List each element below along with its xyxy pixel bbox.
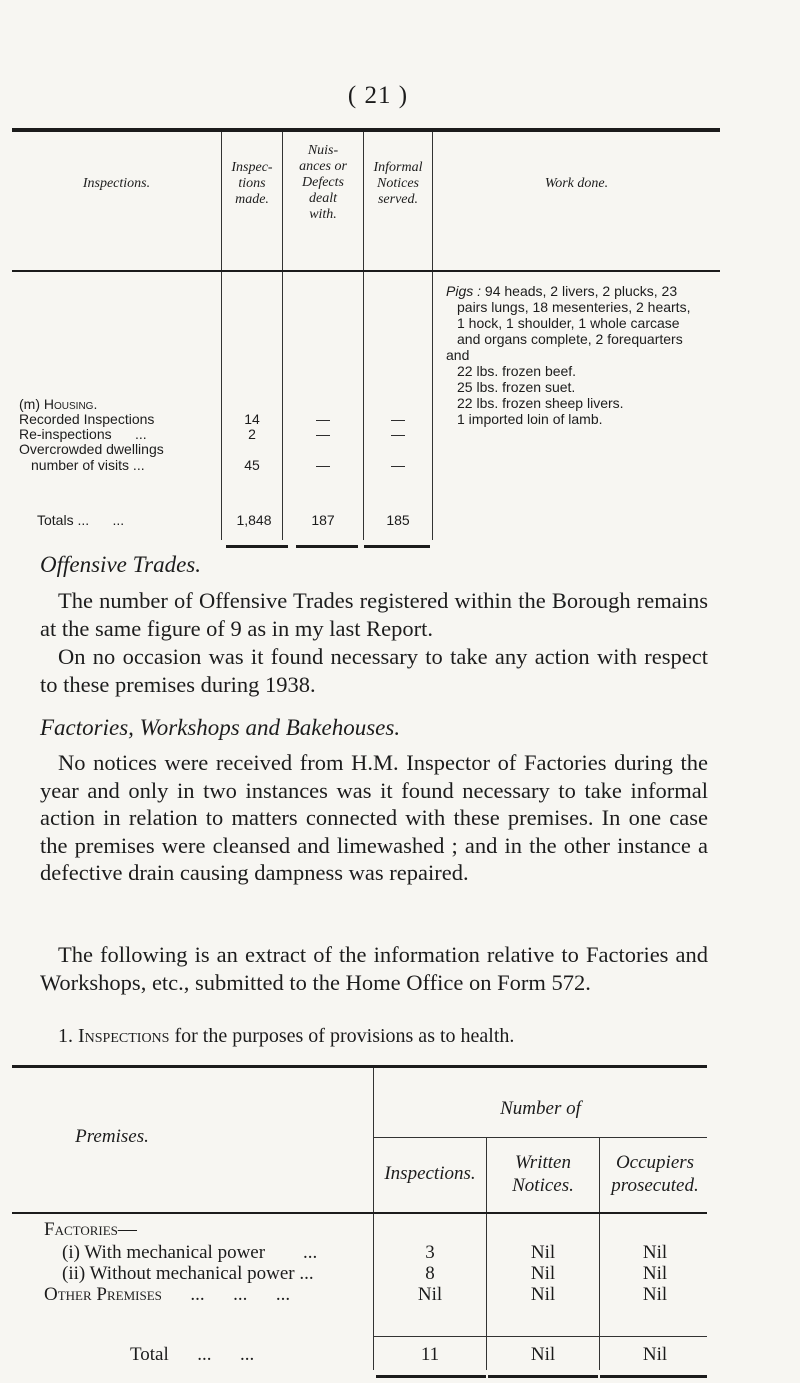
page-number: ( 21 )	[347, 82, 409, 109]
header-number-of: Number of	[500, 1098, 581, 1119]
total-made: 1,848	[236, 512, 272, 528]
row-label: Re-inspections ...	[19, 426, 147, 442]
table-top-rule	[12, 1065, 707, 1068]
row-label: Overcrowded dwellings	[19, 441, 164, 457]
totals-label: Totals ... ...	[37, 512, 125, 528]
work-line: 22 lbs. frozen sheep livers.	[457, 395, 624, 411]
header-rule	[12, 1212, 707, 1214]
total-underline	[296, 545, 358, 548]
work-line: pairs lungs, 18 mesenteries, 2 hearts,	[457, 299, 691, 315]
housing-heading: (m) Housing.	[19, 396, 98, 412]
work-line: and	[446, 347, 470, 363]
work-line: and organs complete, 2 forequarters	[457, 331, 683, 347]
cell-inspections: Nil	[417, 1284, 443, 1305]
row-label: Other Premises ... ... ...	[44, 1284, 291, 1305]
work-line: 22 lbs. frozen beef.	[457, 363, 577, 379]
header-inspections: Inspections.	[82, 176, 151, 191]
total-rule	[373, 1336, 707, 1337]
cell-inspections: 3	[425, 1242, 435, 1263]
header-premises: Premises.	[75, 1126, 149, 1147]
group-label: Factories—	[44, 1219, 137, 1240]
total-informal: 185	[386, 512, 410, 528]
total-nuisances: 187	[311, 512, 335, 528]
cell-nuisances: —	[316, 411, 330, 427]
header-inspections-made: Inspec- tions made.	[231, 160, 273, 207]
header-written-notices: Written Notices.	[512, 1152, 574, 1196]
total-underline	[226, 545, 288, 548]
total-label: Total ... ...	[130, 1344, 255, 1365]
cell-written: Nil	[530, 1263, 556, 1284]
cell-informal: —	[391, 411, 405, 427]
cell-made: 14	[244, 411, 260, 427]
total-underline	[364, 545, 430, 548]
work-line: Pigs : 94 heads, 2 livers, 2 plucks, 23	[446, 283, 678, 299]
work-line: 25 lbs. frozen suet.	[457, 379, 576, 395]
work-line: 1 imported loin of lamb.	[457, 411, 603, 427]
table-top-rule	[12, 128, 720, 132]
cell-occupiers: Nil	[642, 1284, 668, 1305]
subheader-rule	[374, 1137, 707, 1138]
row-label: (i) With mechanical power ...	[62, 1242, 318, 1263]
header-inspections: Inspections.	[384, 1163, 476, 1184]
cell-made: 2	[248, 426, 256, 442]
row-label: number of visits ...	[31, 457, 145, 473]
work-line: 1 hock, 1 shoulder, 1 whole carcase	[457, 315, 680, 331]
header-occupiers-prosecuted: Occupiers prosecuted.	[611, 1152, 699, 1196]
cell-made: 45	[244, 457, 260, 473]
total-underline	[600, 1375, 707, 1378]
list-heading: 1. Inspections for the purposes of provisions as to health.	[58, 1025, 515, 1047]
cell-nuisances: —	[316, 426, 330, 442]
paragraph: No notices were received from H.M. Inspector of Factories during the year and only in two instances was it found necessary to take informal action in relation to matters connected with these premises. In one case the premises were cleansed and limewashed ; and in the other instance a defective drain causing dampness was repaired.	[40, 750, 708, 885]
section-heading-factories: Factories, Workshops and Bakehouses.	[40, 715, 401, 740]
paragraph: On no occasion was it found necessary to take any action with respect to these premises during 1938.	[40, 644, 708, 697]
header-rule	[12, 270, 720, 272]
row-label: Recorded Inspections	[19, 411, 155, 427]
header-work-done: Work done.	[544, 176, 609, 191]
header-nuisances: Nuis- ances or Defects dealt with.	[299, 143, 347, 222]
column-divider	[432, 132, 433, 540]
total-occupiers: Nil	[642, 1344, 668, 1365]
cell-inspections: 8	[425, 1263, 435, 1284]
section-heading-offensive-trades: Offensive Trades.	[40, 552, 201, 577]
header-informal-notices: Informal Notices served.	[373, 160, 423, 207]
total-underline	[488, 1375, 598, 1378]
paragraph: The following is an extract of the information relative to Factories and Workshops, etc., submitted to the Home Office on Form 572.	[40, 942, 708, 995]
work-done-list	[446, 283, 726, 427]
cell-occupiers: Nil	[642, 1263, 668, 1284]
cell-written: Nil	[530, 1284, 556, 1305]
row-label: (ii) Without mechanical power ...	[62, 1263, 314, 1284]
cell-occupiers: Nil	[642, 1242, 668, 1263]
cell-nuisances: —	[316, 457, 330, 473]
cell-informal: —	[391, 457, 405, 473]
cell-informal: —	[391, 426, 405, 442]
total-underline	[376, 1375, 486, 1378]
paragraph: The number of Offensive Trades registered within the Borough remains at the same figure of 9 as in my last Report.	[40, 588, 708, 641]
total-inspections: 11	[420, 1344, 440, 1365]
total-written: Nil	[530, 1344, 556, 1365]
cell-written: Nil	[530, 1242, 556, 1263]
